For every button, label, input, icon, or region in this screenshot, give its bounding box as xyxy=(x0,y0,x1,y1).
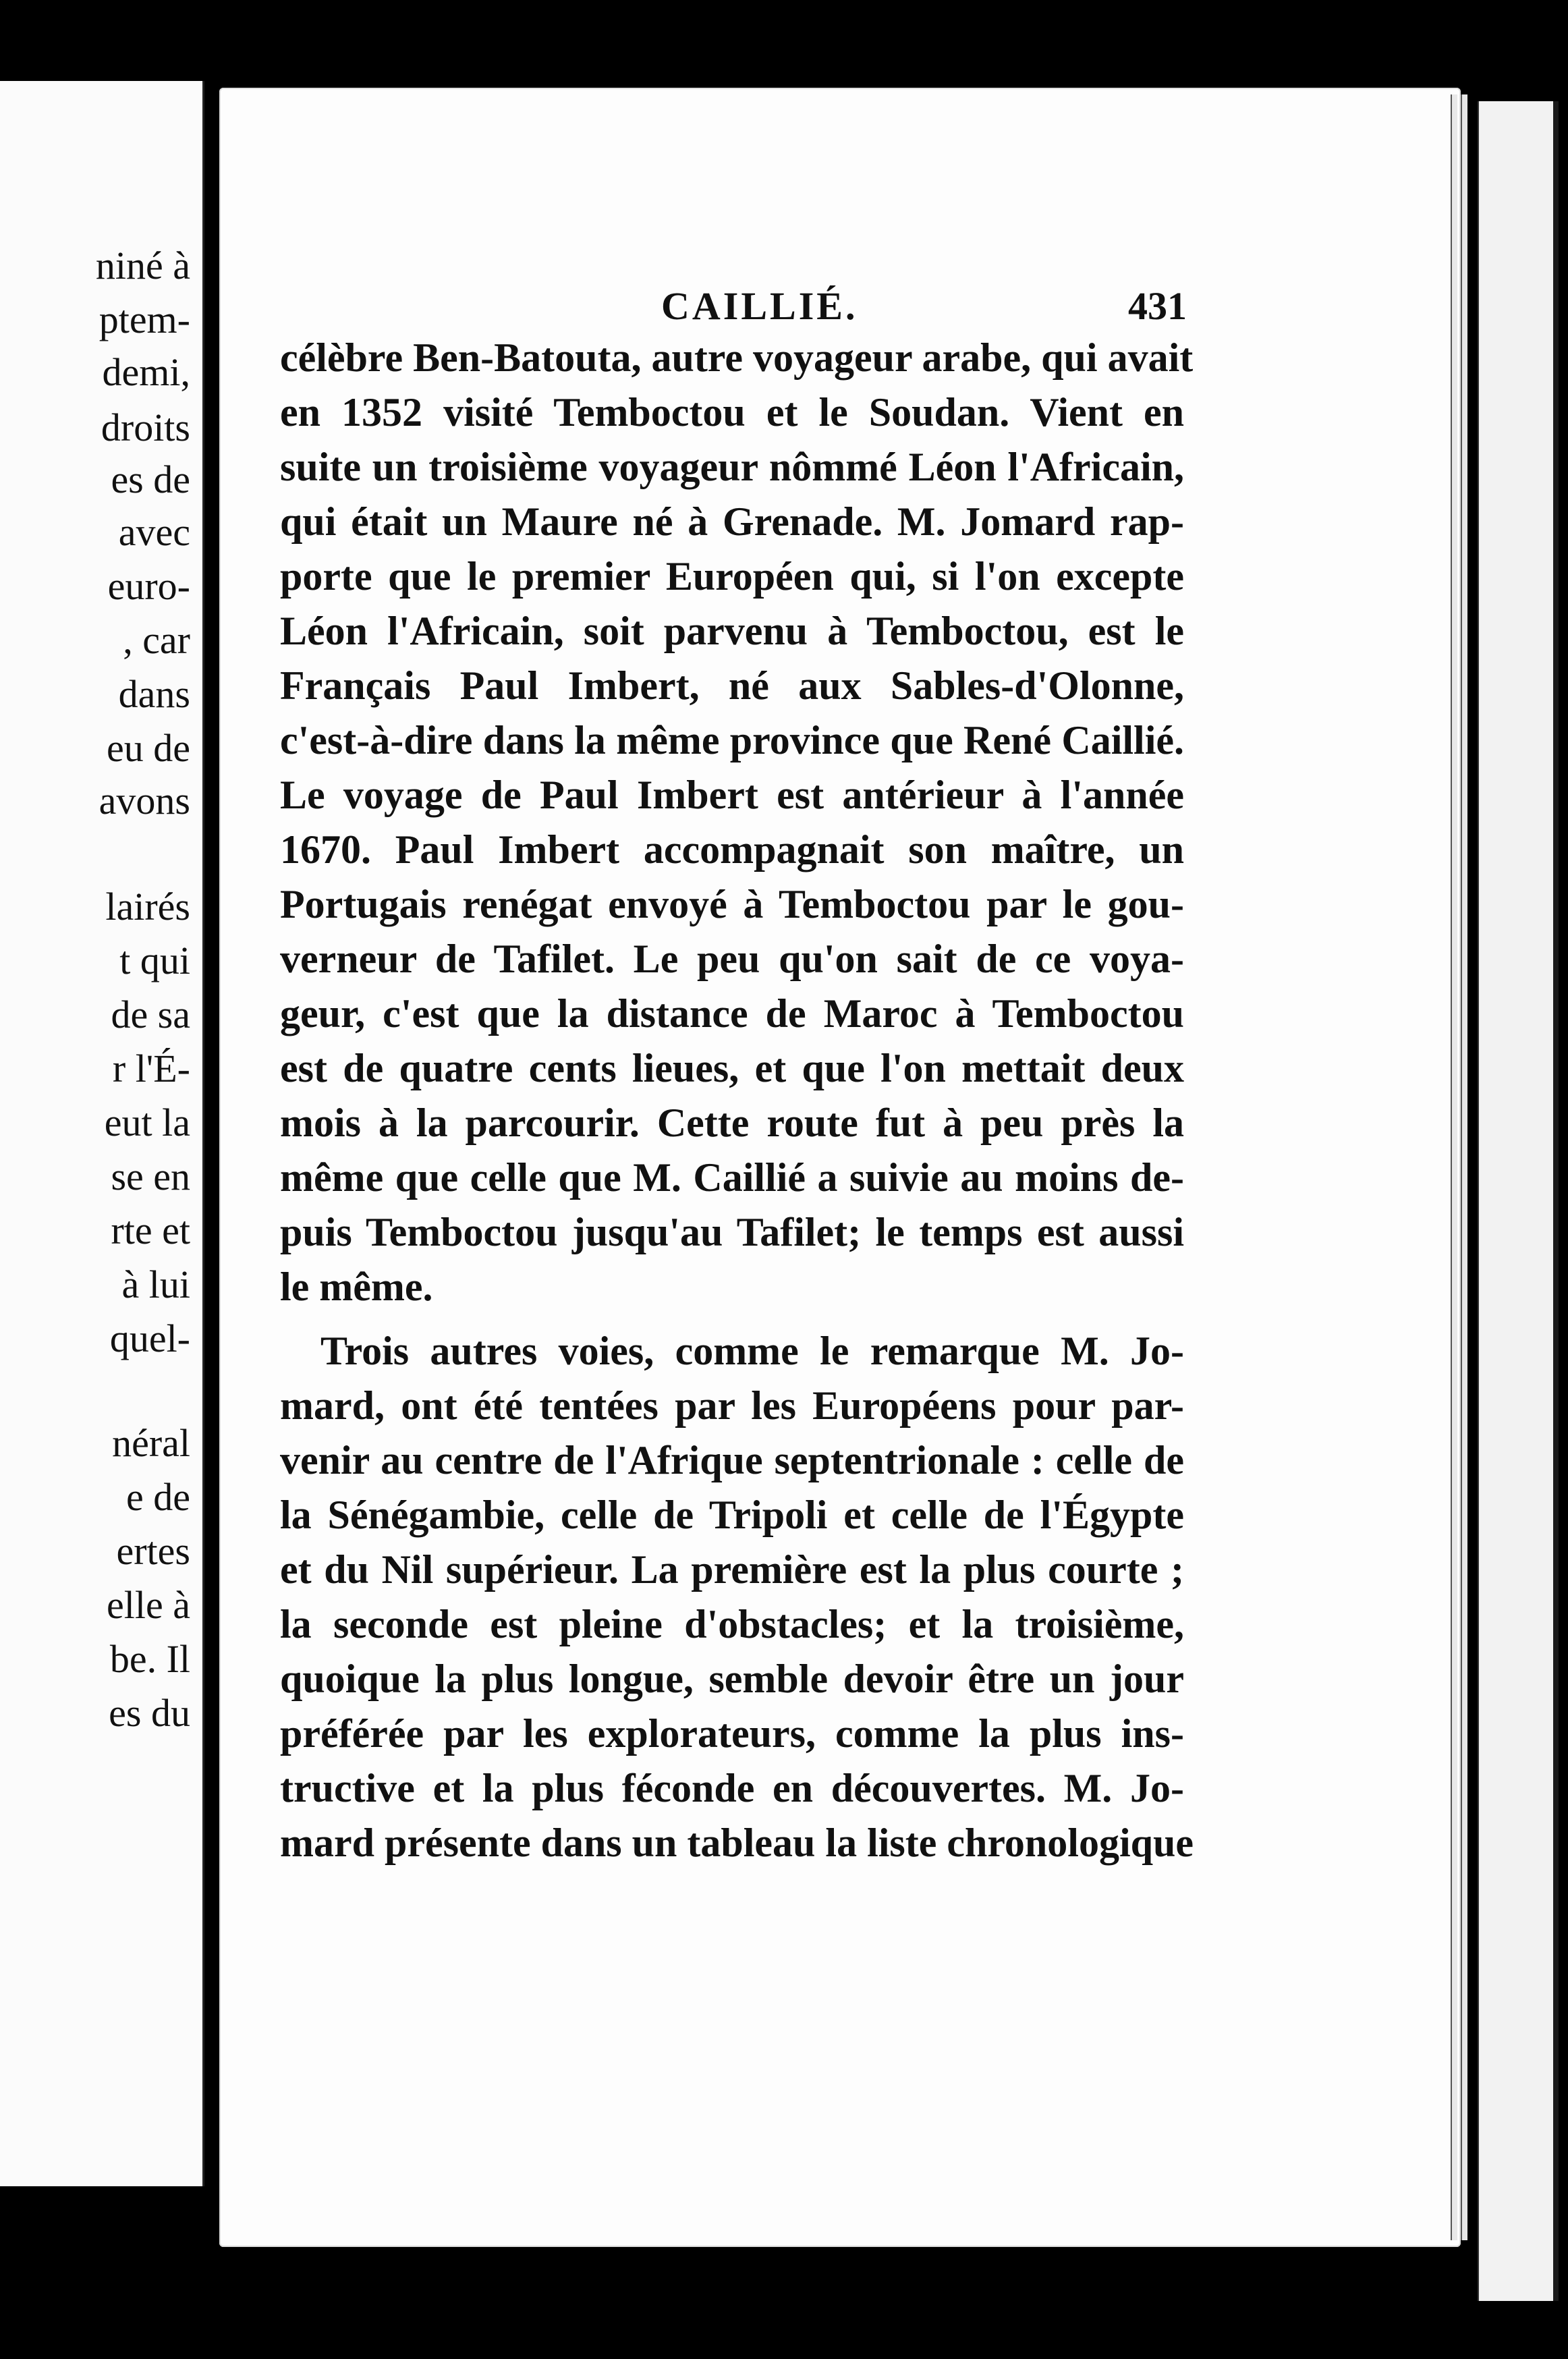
text-line: même que celle que M. Caillié a suivie au moins de- xyxy=(280,1155,1184,1200)
text-line: quoique la plus longue, semble devoir être un jour xyxy=(280,1657,1184,1701)
previous-page-line: , car xyxy=(123,618,190,662)
text-line: célèbre Ben-Batouta, autre voyageur arabe, qui avait xyxy=(280,335,1194,380)
text-line: mois à la parcourir. Cette route fut à peu près la xyxy=(280,1101,1184,1145)
text-line: porte que le premier Européen qui, si l'on excepte xyxy=(280,554,1184,599)
previous-page-line: be. Il xyxy=(109,1637,190,1681)
previous-page-line: e de xyxy=(126,1475,190,1519)
text-line: venir au centre de l'Afrique septentrionale : celle de xyxy=(280,1438,1184,1482)
previous-page-line: eu de xyxy=(107,726,190,770)
text-line: mard, ont été tentées par les Européens pour par- xyxy=(280,1383,1184,1428)
previous-page-line: droits xyxy=(101,406,190,449)
paragraph-1 xyxy=(280,331,1194,1314)
text-line: préférée par les explorateurs, comme la plus ins- xyxy=(280,1711,1184,1756)
text-line: la seconde est pleine d'obstacles; et la troisième, xyxy=(280,1602,1184,1646)
running-title: CAILLIÉ. xyxy=(661,284,858,328)
text-line: geur, c'est que la distance de Maroc à Temboctou xyxy=(280,991,1184,1036)
previous-page-line: r l'É- xyxy=(112,1047,190,1090)
previous-page-line: niné à xyxy=(95,244,190,287)
previous-page-line: dans xyxy=(118,672,190,716)
previous-page-line: es du xyxy=(109,1691,190,1735)
text-line: en 1352 visité Temboctou et le Soudan. Vient en xyxy=(280,390,1184,435)
text-line: Français Paul Imbert, né aux Sables-d'Olonne, xyxy=(280,663,1184,708)
text-line: qui était un Maure né à Grenade. M. Jomard rap- xyxy=(280,499,1184,544)
previous-page-line: ertes xyxy=(116,1529,190,1573)
text-line: Le voyage de Paul Imbert est antérieur à l'année xyxy=(280,773,1184,817)
previous-page-line: t qui xyxy=(119,939,190,982)
text-line: verneur de Tafilet. Le peu qu'on sait de ce voya- xyxy=(280,937,1184,981)
previous-page-line: elle à xyxy=(107,1583,190,1627)
text-line: mard présente dans un tableau la liste chronologique xyxy=(280,1821,1194,1865)
text-line: le même. xyxy=(280,1265,433,1309)
page-number: 431 xyxy=(1128,284,1187,328)
page-edge-line xyxy=(1451,94,1457,2240)
text-line: Portugais renégat envoyé à Temboctou par le gou- xyxy=(280,882,1184,926)
text-line: 1670. Paul Imbert accompagnait son maître, un xyxy=(280,827,1184,872)
text-line: suite un troisième voyageur nômmé Léon l'Africain, xyxy=(280,445,1184,489)
next-page-edge xyxy=(1478,101,1559,2301)
text-line: et du Nil supérieur. La première est la plus courte ; xyxy=(280,1547,1184,1592)
previous-page-line: avons xyxy=(99,779,190,823)
previous-page-line: es de xyxy=(111,457,190,501)
previous-page-line: rte et xyxy=(111,1209,190,1252)
paragraph-2 xyxy=(280,1324,1194,1870)
page-body xyxy=(280,331,1194,1870)
text-line: est de quatre cents lieues, et que l'on mettait deux xyxy=(280,1046,1184,1090)
text-line: c'est-à-dire dans la même province que René Caillié. xyxy=(280,718,1184,762)
previous-page-line: ptem- xyxy=(99,298,190,341)
previous-page-fragment xyxy=(0,81,204,2186)
text-line: puis Temboctou jusqu'au Tafilet; le temps est aussi xyxy=(280,1210,1184,1254)
previous-page-line: à lui xyxy=(121,1262,190,1306)
text-line: la Sénégambie, celle de Tripoli et celle de l'Égypte xyxy=(280,1493,1184,1537)
previous-page-line: néral xyxy=(112,1421,190,1465)
previous-page-line: se en xyxy=(111,1155,190,1198)
previous-page-line: euro- xyxy=(107,564,190,608)
paragraph-gap xyxy=(280,1314,1184,1324)
text-line: Trois autres voies, comme le remarque M. Jo- xyxy=(320,1329,1184,1373)
text-line: Léon l'Africain, soit parvenu à Temboctou, est le xyxy=(280,609,1184,653)
previous-page-line: avec xyxy=(118,510,190,554)
previous-page-line: quel- xyxy=(109,1316,190,1360)
previous-page-line: eut la xyxy=(104,1101,190,1144)
previous-page-line: lairés xyxy=(105,885,190,928)
text-line: tructive et la plus féconde en découvertes. M. Jo- xyxy=(280,1766,1184,1810)
page-edge-line xyxy=(1461,94,1467,2240)
next-page-edge-paper xyxy=(1478,101,1553,2301)
previous-page-line: de sa xyxy=(111,993,190,1036)
previous-page-line: demi, xyxy=(102,350,190,394)
